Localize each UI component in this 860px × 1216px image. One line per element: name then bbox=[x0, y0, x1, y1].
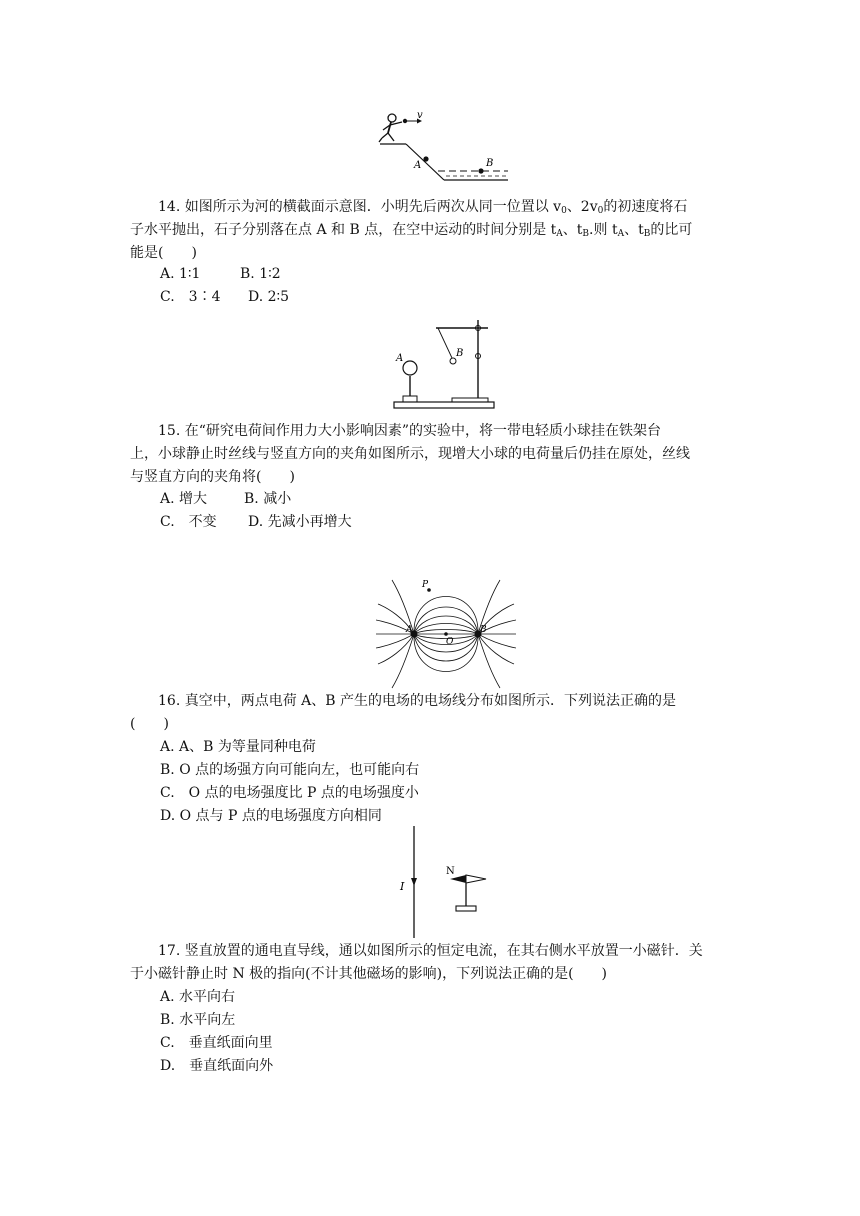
q14-text: 14. 如图所示为河的横截面示意图．小明先后两次从同一位置以 v bbox=[158, 199, 562, 215]
question-17-stem bbox=[130, 940, 730, 986]
q17-line-2: 于小磁针静止时 N 极的指向(不计其他磁场的影响)，下列说法正确的是( ) bbox=[130, 966, 607, 982]
q14-options-row-1 bbox=[160, 263, 281, 285]
q14-text: 子水平抛出，石子分别落在点 A 和 B 点，在空中运动的时间分别是 t bbox=[130, 222, 557, 238]
point-a-dot bbox=[423, 156, 428, 161]
q14-text: .则 t bbox=[589, 222, 618, 238]
current-wire-compass-figure bbox=[396, 826, 496, 938]
point-a-label: A bbox=[414, 160, 422, 171]
charge-a-label: A bbox=[406, 625, 413, 635]
point-b-dot bbox=[478, 168, 483, 173]
q17-line-1: 17. 竖直放置的通电直导线，通以如图所示的恒定电流，在其右侧水平放置一小磁针．关 bbox=[158, 943, 703, 959]
q17-option-d[interactable]: D. 垂直纸面向外 bbox=[160, 1058, 274, 1074]
q14-sub: B bbox=[582, 229, 590, 239]
q14-option-d[interactable]: D. 2∶5 bbox=[248, 289, 290, 305]
compass-needle-south bbox=[466, 875, 486, 883]
q15-line-3: 与竖直方向的夹角将( ) bbox=[130, 469, 295, 485]
q14-line-1 bbox=[130, 196, 730, 219]
q15-options-row-1 bbox=[160, 488, 291, 510]
q14-text: 、t bbox=[562, 222, 583, 238]
q14-sub: 0 bbox=[561, 206, 567, 216]
north-pole-label: N bbox=[446, 866, 455, 877]
q16-option-c[interactable]: C. O 点的电场强度比 P 点的电场强度小 bbox=[160, 785, 419, 801]
q14-text: 的初速度将石 bbox=[603, 199, 688, 215]
electric-field-lines-figure bbox=[376, 578, 516, 690]
q16-option-b[interactable]: B. O 点的场强方向可能向左，也可能向右 bbox=[160, 762, 420, 778]
q14-sub: B bbox=[643, 229, 651, 239]
velocity-label: v bbox=[417, 110, 423, 121]
q15-option-d[interactable]: D. 先减小再增大 bbox=[248, 514, 352, 530]
q14-option-b[interactable]: B. 1∶2 bbox=[240, 266, 281, 282]
q14-options-row-2 bbox=[160, 286, 289, 308]
q14-option-a[interactable]: A. 1∶1 bbox=[160, 266, 201, 282]
q15-options-row-2 bbox=[160, 511, 352, 533]
point-o-label: O bbox=[446, 637, 454, 647]
q17-option-a[interactable]: A. 水平向右 bbox=[160, 989, 236, 1005]
q15-option-a[interactable]: A. 增大 bbox=[160, 491, 208, 507]
q14-text: 的比可 bbox=[650, 222, 693, 238]
q14-sub: A bbox=[617, 229, 625, 239]
q15-option-b[interactable]: B. 减小 bbox=[244, 491, 292, 507]
river-cross-section-figure bbox=[376, 108, 516, 190]
current-label: I bbox=[400, 880, 405, 893]
q16-option-a[interactable]: A. A、B 为等量同种电荷 bbox=[160, 739, 316, 755]
q16-option-d[interactable]: D. O 点与 P 点的电场强度方向相同 bbox=[160, 808, 382, 824]
q14-line-2 bbox=[130, 219, 730, 242]
ball-b-label: B bbox=[456, 348, 464, 359]
question-15-stem bbox=[130, 420, 730, 489]
q15-line-2: 上，小球静止时丝线与竖直方向的夹角如图所示，现增大小球的电荷量后仍挂在原处，丝线 bbox=[130, 446, 690, 462]
point-p-label: P bbox=[422, 580, 429, 590]
question-16-stem bbox=[130, 690, 730, 736]
q15-line-1: 15. 在“研究电荷间作用力大小影响因素”的实验中，将一带电轻质小球挂在铁架台 bbox=[158, 423, 662, 439]
charge-b-label: B bbox=[480, 625, 487, 635]
current-arrow-icon bbox=[411, 878, 417, 886]
q15-option-c[interactable]: C. 不变 bbox=[160, 514, 217, 530]
q14-option-c[interactable]: C. 3∶4 bbox=[160, 289, 221, 305]
sphere-a-label: A bbox=[396, 353, 404, 364]
q14-sub: 0 bbox=[597, 206, 604, 216]
q16-line-1: 16. 真空中，两点电荷 A、B 产生的电场的电场线分布如图所示．下列说法正确的是 bbox=[158, 693, 677, 709]
q14-text: 、t bbox=[624, 222, 644, 238]
point-b-label: B bbox=[486, 158, 494, 169]
q17-option-c[interactable]: C. 垂直纸面向里 bbox=[160, 1035, 273, 1051]
iron-stand-experiment-figure bbox=[392, 318, 498, 412]
q14-line-3: 能是( ) bbox=[130, 245, 197, 261]
q14-text: 、2v bbox=[566, 199, 598, 215]
q14-sub: A bbox=[556, 229, 563, 239]
q16-line-2: ( ) bbox=[130, 716, 169, 732]
q17-option-b[interactable]: B. 水平向左 bbox=[160, 1012, 236, 1028]
question-14-stem bbox=[130, 196, 730, 265]
